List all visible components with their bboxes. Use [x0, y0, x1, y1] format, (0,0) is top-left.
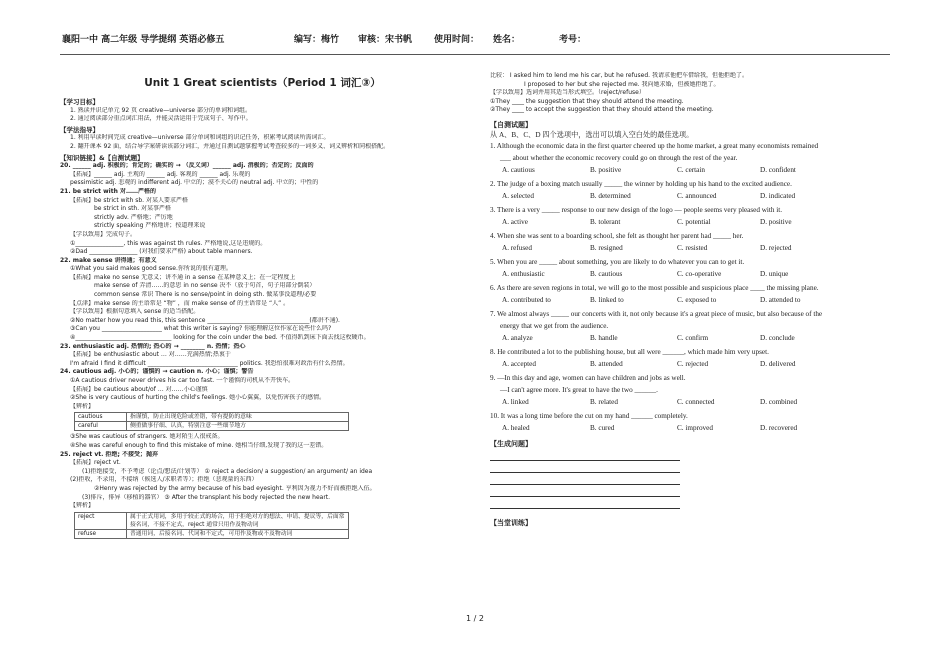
- question-text: 5. When you are _____ about something, you are likely to do whatever you can to get it.: [490, 257, 745, 266]
- text-line: ③Can you ____________________ what this writer is saying? 你能理解这位作家在说些什么吗?: [70, 325, 332, 333]
- header-school: 襄阳一中 高二年级 导学提纲 英语必修五: [62, 35, 225, 45]
- text-line: 【拓展】make no sense 无意义；讲不通 in a sense 在某种意义上；在一定程度上: [70, 273, 296, 281]
- option-choice[interactable]: D. positive: [760, 217, 792, 226]
- answer-line[interactable]: [490, 474, 680, 485]
- text-line: ④________________________________ looking for the coin under the bed. 不值得趴到床下面去找这枚硬币。: [70, 334, 370, 342]
- text-line: 1. 利用早读时间完成 creative—universe 部分单词和词组的识记任务，积累考试阅读所需词汇。: [70, 134, 330, 142]
- text-line: ③She was cautious of strangers. 她对陌生人很戒备。: [70, 433, 224, 441]
- text-line: 【辨析】: [70, 502, 95, 510]
- question-options: [490, 396, 890, 410]
- question-list: [490, 141, 890, 436]
- answer-line[interactable]: [490, 450, 680, 461]
- question-options: [490, 268, 890, 282]
- option-choice[interactable]: C. improved: [677, 423, 713, 432]
- option-choice[interactable]: A. active: [502, 217, 528, 226]
- option-choice[interactable]: D. rejected: [760, 243, 792, 252]
- text-line: 20. ______ adj. 积极的；肯定的；确实的 → （反义词）______ adj. 消极的；否定的；反面的: [60, 162, 314, 170]
- text-line: make sense of 弄清……的意思 in no sense 决不（放于句首，句子用部分倒装）: [94, 282, 316, 290]
- text-line: ④She was careful enough to find this mistake of mine. 她相当仔细,发现了我的这一差错。: [70, 441, 328, 449]
- text-line: 【学以致用】完成句子。: [70, 230, 137, 238]
- option-choice[interactable]: D. unique: [760, 269, 789, 278]
- header-name: 姓名：: [493, 35, 521, 45]
- header-use-time: 使用时间：: [434, 35, 480, 45]
- question-text: 8. He contributed a lot to the publishing house, but all were ______, which made him very upset.: [490, 347, 769, 356]
- text-line: (3)排斥，排异（移植的器官） ③ After the transplant his body rejected the new heart.: [82, 493, 331, 501]
- question-text: 3. There is a very _____ response to our new design of the logo — people seems very pleased with it.: [490, 205, 783, 214]
- text-line: ②Dad ________________ (对我们要求严格) about table manners.: [70, 248, 253, 256]
- text-line: 【辨析】: [70, 402, 95, 410]
- question-text: 7. We almost always _____ our concerts with it, not only because it's a great piece of music, but also because of the: [490, 309, 823, 318]
- text-line: ①They ____ the suggestion that they should attend the meeting.: [490, 97, 684, 105]
- question-options: [490, 242, 890, 256]
- question-options: [490, 164, 890, 178]
- option-choice[interactable]: B. handle: [590, 333, 618, 342]
- question-options: [490, 332, 890, 346]
- text-line: 【学以致用】根据句意填入 sense 的适当搭配。: [70, 308, 200, 316]
- answer-line[interactable]: [490, 486, 680, 497]
- option-choice[interactable]: C. potential: [677, 217, 711, 226]
- text-line: 25. reject vt. 拒绝; 不接受；抛弃: [60, 450, 159, 458]
- option-choice[interactable]: A. accepted: [502, 359, 536, 368]
- option-choice[interactable]: C. resisted: [677, 243, 708, 252]
- text-line: 【点津】make sense 的主语常是 “物” ，而 make sense of 的主语常是 “人” 。: [70, 299, 290, 307]
- option-choice[interactable]: A. refused: [502, 243, 532, 252]
- answer-line[interactable]: [490, 498, 680, 509]
- option-choice[interactable]: B. positive: [590, 165, 622, 174]
- option-choice[interactable]: C. announced: [677, 191, 717, 200]
- text-line: 比较： I asked him to lend me his car, but he refused. 我请求他把车借给我，但他拒绝了。: [490, 72, 748, 79]
- text-line: 【拓展】be strict with sb. 对某人要求严格: [70, 196, 188, 204]
- table-row: [75, 512, 349, 529]
- page-title: Unit 1 Great scientists（Period 1 词汇③）: [144, 77, 381, 89]
- header-reviewer: 审核：宋书帆: [358, 35, 413, 45]
- table-definition: 普通用词，后接名词、代词和不定式，可用作及物或不及物动词: [127, 529, 349, 538]
- reject-refuse-table: [74, 512, 349, 539]
- text-line: 【学习目标】: [60, 98, 99, 106]
- table-definition: 侧重做事仔细、认真，特别注意一些细节地方: [127, 422, 349, 431]
- text-line: 【知识链接】&【自测试题】: [60, 153, 144, 162]
- text-line: ①________________, this was against th rules. 严格地说,这是违规的。: [70, 239, 267, 247]
- text-line: ②She is very cautious of hurting the child's feelings. 她小心翼翼，以免伤害孩子的感情。: [70, 394, 326, 402]
- option-choice[interactable]: A. selected: [502, 191, 534, 200]
- text-line: 【拓展】be enthusiastic about … 对……充满热情;热衷于: [70, 351, 231, 359]
- option-choice[interactable]: B. attended: [590, 359, 623, 368]
- left-column: [60, 74, 465, 614]
- question-text: 4. When she was sent to a boarding school, she felt as thought her parent had _____ her.: [490, 231, 744, 240]
- text-line: strictly speaking 严格地讲；按道理来说: [94, 222, 206, 230]
- option-choice[interactable]: A. linked: [502, 397, 529, 406]
- table-row: [75, 529, 349, 538]
- option-choice[interactable]: A. enthusiastic: [502, 269, 545, 278]
- text-line: 2. 翻开课本 92 面，结合导学案研读该部分词汇，并通过自测试题掌握考试考查较多的一词多义、词义辨析和同根搭配。: [70, 142, 390, 150]
- text-line: 2. 通过阅读部分重点词汇用法，并能灵活运用于完成句子、写作中。: [70, 115, 252, 123]
- text-line: ②They ____ to accept the suggestion that they should attend the meeting.: [490, 106, 714, 114]
- option-choice[interactable]: B. resigned: [590, 243, 623, 252]
- option-choice[interactable]: C. connected: [677, 397, 715, 406]
- table-term: refuse: [75, 529, 127, 538]
- text-line: 【拓展】be cautious about/of … 对……小心谨慎: [70, 385, 208, 393]
- option-choice[interactable]: D. indicated: [760, 191, 796, 200]
- text-line: common sense 常识 There is no sense/point in doing sth. 做某事没道理/必要: [94, 291, 317, 299]
- option-choice[interactable]: D. attended to: [760, 295, 801, 304]
- option-choice[interactable]: C. rejected: [677, 359, 709, 368]
- table-row: [75, 422, 349, 431]
- text-line: I'm afraid I find it difficult ______________________________ politics. 我恐怕很难对政治有什么热情。: [70, 359, 349, 367]
- question-options: [490, 216, 890, 230]
- practice-title: 【当堂训练】: [490, 519, 532, 528]
- option-choice[interactable]: C. certain: [677, 165, 705, 174]
- cautious-careful-table: [74, 412, 349, 431]
- text-line: I proposed to her but she rejected me. 我向她求婚，但被她拒绝了。: [524, 80, 720, 88]
- option-choice[interactable]: A. healed: [502, 423, 530, 432]
- table-row: [75, 413, 349, 422]
- question-options: [490, 294, 890, 308]
- question-options: [490, 358, 890, 372]
- table-term: careful: [75, 422, 127, 431]
- question-text: 1. Although the economic data in the first quarter cheered up the home market, a great many economists remained: [490, 141, 819, 150]
- comparison-lines: [490, 72, 890, 115]
- answer-lines: [490, 450, 680, 509]
- table-definition: 属于正式用词，多用于较正式的场合，用于拒绝对方的想法、申请、提议等，后面常接名词，不接不定式，reject 通常只用作及物动词: [127, 512, 349, 529]
- option-choice[interactable]: B. related: [590, 397, 618, 406]
- option-choice[interactable]: D. delivered: [760, 359, 796, 368]
- option-choice[interactable]: B. cured: [590, 423, 615, 432]
- question-text: 6. As there are seven regions in total, we will go to the most possible and suspicious place ____ the missing plane.: [490, 283, 819, 292]
- table-definition: 指谨慎，防止出现危险或差错，带有提防的意味: [127, 413, 349, 422]
- header-number: 考号：: [559, 35, 587, 45]
- header-divider: [60, 54, 890, 55]
- option-choice[interactable]: C. confirm: [677, 333, 709, 342]
- text-line: 22. make sense 讲得通；有意义: [60, 256, 157, 264]
- option-choice[interactable]: B. tolerant: [590, 217, 621, 226]
- option-choice[interactable]: D. combined: [760, 397, 798, 406]
- question-text: 10. It was a long time before the cut on my hand ______ completely.: [490, 411, 688, 420]
- text-line: pessimistic adj. 悲观的 indifferent adj. 中立的；漠不关心的 neutral adj. 中立的；中性的: [70, 179, 319, 187]
- text-line: 【学法指导】: [60, 125, 99, 134]
- text-line: strictly adv. 严格地；严厉地: [94, 213, 173, 221]
- text-line: 24. cautious adj. 小心的；谨慎的 → caution n. 小心；谨慎；警告: [60, 368, 254, 376]
- question-text: 9. —In this day and age, women can have children and jobs as well.: [490, 373, 686, 382]
- right-column: [490, 72, 890, 617]
- text-line: (1)拒绝接受，不予考虑（论点/想法/计划等） ① reject a decision/ a suggestion/ an argument/ an idea: [82, 467, 373, 475]
- text-line: ①What you said makes good sense.你所说的很有道理。: [70, 265, 232, 273]
- text-line: (2)拒收，不录用，不接纳（候选人/求职者等）；拒绝（悲观量的东西）: [70, 476, 258, 484]
- answer-line[interactable]: [490, 462, 680, 473]
- option-choice[interactable]: A. cautious: [502, 165, 535, 174]
- text-line: ①A cautious driver never drives his car too fast. 一个谨慎的司机从不开快车。: [70, 377, 295, 384]
- text-line: ②Henry was rejected by the army because of his bad eyesight. 亨利因为视力不好而被拒绝入伍。: [94, 484, 376, 492]
- text-line: 【拓展】______ adj. 主观的 ______ adj. 客观的 ______ adj. 乐观的: [70, 170, 251, 178]
- option-choice[interactable]: D. conclude: [760, 333, 795, 342]
- text-line: ②No matter how you read this, this sentence __________________________________(都讲不通).: [70, 316, 340, 324]
- option-choice[interactable]: A. analyze: [502, 333, 533, 342]
- page-header: [62, 32, 890, 48]
- header-editor: 编写：梅竹: [294, 35, 340, 45]
- text-line: 1. 熟读并识记单元 92 页 creative—universe 部分的单词和词组。: [70, 106, 251, 114]
- option-choice[interactable]: C. exposed to: [677, 295, 717, 304]
- option-choice[interactable]: D. recovered: [760, 423, 798, 432]
- page-number: 1 / 2: [466, 614, 484, 623]
- text-line: 21. be strict with 对……严格的: [60, 187, 156, 195]
- question-text: 2. The judge of a boxing match usually _____ the winner by holding up his hand to the excited audience.: [490, 179, 792, 188]
- option-choice[interactable]: C. co-operative: [677, 269, 722, 278]
- text-line: be strict in sth. 对某事严格: [94, 205, 172, 213]
- option-choice[interactable]: D. confident: [760, 165, 796, 174]
- option-choice[interactable]: A. contributed to: [502, 295, 551, 304]
- question-options: [490, 190, 890, 204]
- question-text: energy that we get from the audience.: [500, 321, 609, 330]
- table-term: reject: [75, 512, 127, 529]
- text-line: 23. enthusiastic adj. 热情的; 热心的 → ________ n. 热情；热心: [60, 342, 246, 350]
- test-instruction: 从 A、B、C、D 四个选项中，选出可以填入空白处的最佳选项。: [490, 130, 694, 139]
- test-title: 【自测试题】: [490, 120, 532, 129]
- gen-title: 【生成问题】: [490, 439, 532, 448]
- option-choice[interactable]: B. linked to: [590, 295, 624, 304]
- text-line: 【学以致用】选词并用其适当形式填空。（reject/refuse）: [490, 89, 645, 97]
- text-line: 【拓展】reject vt.: [70, 459, 121, 467]
- question-options: [490, 422, 890, 436]
- option-choice[interactable]: B. cautious: [590, 269, 623, 278]
- table-term: cautious: [75, 413, 127, 422]
- option-choice[interactable]: B. determined: [590, 191, 631, 200]
- left-lines: [60, 98, 465, 411]
- question-text: —I can't agree more. It's great to have the two ______.: [500, 385, 658, 394]
- left-lines-2: [60, 433, 465, 510]
- question-text: ___ about whether the economic recovery could go on through the rest of the year.: [500, 153, 738, 162]
